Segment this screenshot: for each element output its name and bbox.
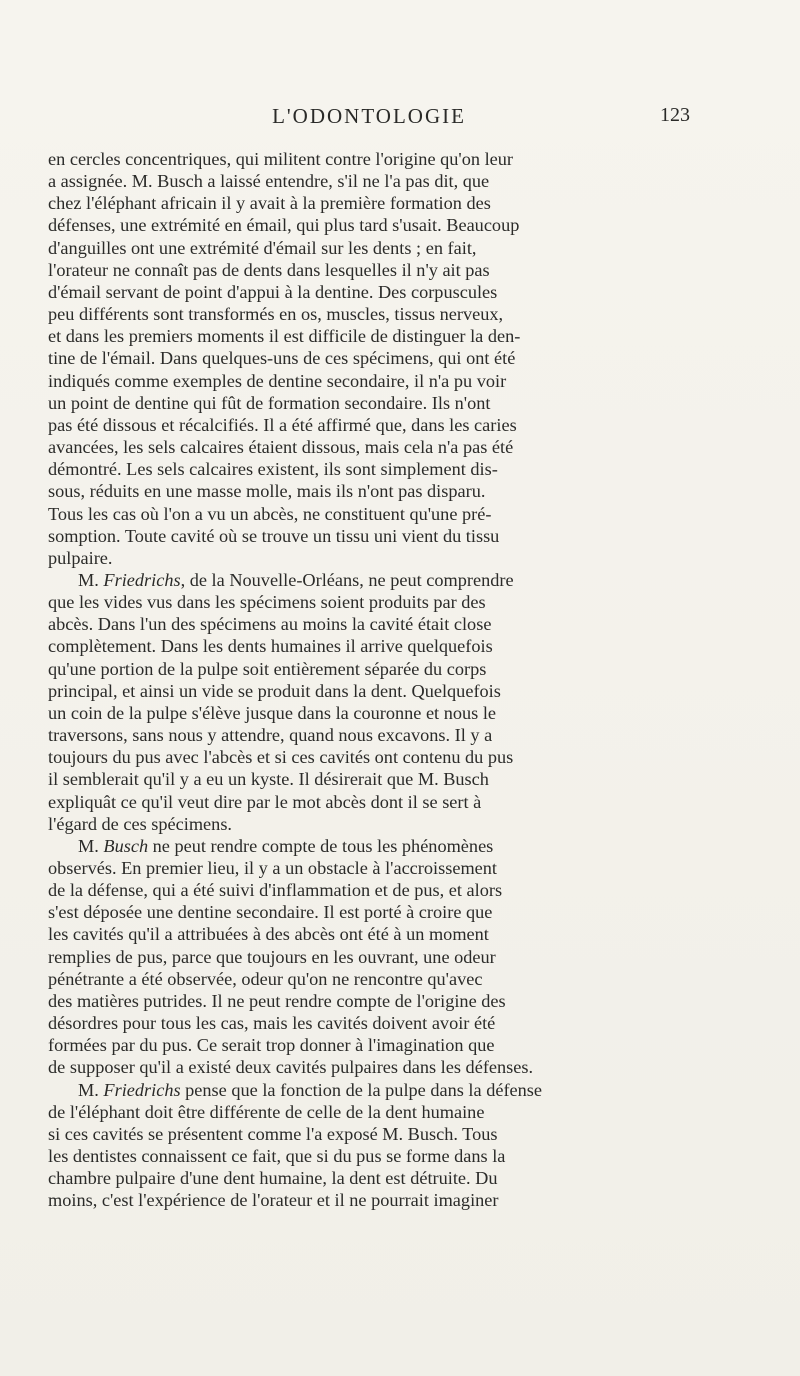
- paragraph-4: [48, 1079, 710, 1212]
- text-line: Tous les cas où l'on a vu un abcès, ne constituent qu'une pré-: [48, 503, 492, 524]
- text-line: toujours du pus avec l'abcès et si ces cavités ont contenu du pus: [48, 747, 514, 768]
- text-line: chambre pulpaire d'une dent humaine, la dent est détruite. Du: [48, 1168, 498, 1189]
- body-text: [48, 148, 710, 1212]
- text-line: démontré. Les sels calcaires existent, ils sont simplement dis-: [48, 459, 498, 480]
- text-line: peu différents sont transformés en os, muscles, tissus nerveux,: [48, 304, 504, 325]
- speaker-name: Friedrichs: [103, 1079, 181, 1100]
- text-line: de l'éléphant doit être différente de celle de la dent humaine: [48, 1101, 485, 1122]
- text-line: M. Busch ne peut rendre compte de tous les phénomènes: [78, 835, 494, 856]
- text-line: sous, réduits en une masse molle, mais ils n'ont pas disparu.: [48, 481, 486, 502]
- text-line: désordres pour tous les cas, mais les cavités doivent avoir été: [48, 1013, 496, 1034]
- speaker-name: Busch: [103, 835, 149, 856]
- text-line: l'égard de ces spécimens.: [48, 813, 232, 834]
- text-line: expliquât ce qu'il veut dire par le mot abcès dont il se sert à: [48, 791, 482, 812]
- text-line: si ces cavités se présentent comme l'a exposé M. Busch. Tous: [48, 1123, 498, 1144]
- text-line: traversons, sans nous y attendre, quand nous excavons. Il y a: [48, 725, 493, 746]
- text-line: tine de l'émail. Dans quelques-uns de ces spécimens, qui ont été: [48, 348, 516, 369]
- text-line: de la défense, qui a été suivi d'inflammation et de pus, et alors: [48, 880, 503, 901]
- text-line: d'émail servant de point d'appui à la dentine. Des corpuscules: [48, 281, 498, 302]
- text-line: des matières putrides. Il ne peut rendre compte de l'origine des: [48, 990, 506, 1011]
- text-line: abcès. Dans l'un des spécimens au moins la cavité était close: [48, 614, 492, 635]
- text-line: M. Friedrichs pense que la fonction de la pulpe dans la défense: [78, 1079, 543, 1100]
- text-line: un coin de la pulpe s'élève jusque dans la couronne et nous le: [48, 702, 497, 723]
- text-line: moins, c'est l'expérience de l'orateur et il ne pourrait imaginer: [48, 1190, 499, 1211]
- page-number: 123: [660, 104, 690, 126]
- text-line: pas été dissous et récalcifiés. Il a été affirmé que, dans les caries: [48, 414, 517, 435]
- text-line: complètement. Dans les dents humaines il arrive quelquefois: [48, 636, 493, 657]
- text-line: indiqués comme exemples de dentine secondaire, il n'a pu voir: [48, 370, 507, 391]
- text-line: les cavités qu'il a attribuées à des abcès ont été à un moment: [48, 924, 489, 945]
- text-line: que les vides vus dans les spécimens soient produits par des: [48, 592, 486, 613]
- page-header: [48, 104, 690, 134]
- text-line: pulpaire.: [48, 547, 113, 568]
- text-line: formées par du pus. Ce serait trop donner à l'imagination que: [48, 1035, 495, 1056]
- text-line: a assignée. M. Busch a laissé entendre, s'il ne l'a pas dit, que: [48, 171, 490, 192]
- text-line: remplies de pus, parce que toujours en les ouvrant, une odeur: [48, 946, 496, 967]
- paragraph-3: [48, 835, 710, 1079]
- speaker-name: Friedrichs: [103, 569, 181, 590]
- text-line: les dentistes connaissent ce fait, que si du pus se forme dans la: [48, 1146, 506, 1167]
- running-title: L'ODONTOLOGIE: [272, 104, 466, 128]
- text-line: qu'une portion de la pulpe soit entièrement séparée du corps: [48, 658, 487, 679]
- text-line: d'anguilles ont une extrémité d'émail sur les dents ; en fait,: [48, 237, 477, 258]
- text-line: s'est déposée une dentine secondaire. Il est porté à croire que: [48, 902, 493, 923]
- text-line: somption. Toute cavité où se trouve un tissu uni vient du tissu: [48, 525, 500, 546]
- text-line: avancées, les sels calcaires étaient dissous, mais cela n'a pas été: [48, 437, 514, 458]
- text-line: défenses, une extrémité en émail, qui plus tard s'usait. Beaucoup: [48, 215, 520, 236]
- text-line: observés. En premier lieu, il y a un obstacle à l'accroissement: [48, 858, 497, 878]
- text-line: il semblerait qu'il y a eu un kyste. Il désirerait que M. Busch: [48, 769, 489, 790]
- text-line: de supposer qu'il a existé deux cavités pulpaires dans les défenses.: [48, 1057, 534, 1078]
- text-line: en cercles concentriques, qui militent contre l'origine qu'on leur: [48, 149, 513, 169]
- text-line: M. Friedrichs, de la Nouvelle-Orléans, ne peut comprendre: [78, 569, 514, 590]
- text-line: un point de dentine qui fût de formation secondaire. Ils n'ont: [48, 392, 491, 413]
- text-line: pénétrante a été observée, odeur qu'on ne rencontre qu'avec: [48, 968, 483, 989]
- text-line: et dans les premiers moments il est difficile de distinguer la den-: [48, 326, 521, 347]
- text-line: principal, et ainsi un vide se produit dans la dent. Quelquefois: [48, 680, 501, 701]
- paragraph-1: [48, 148, 710, 569]
- paragraph-2: [48, 569, 710, 835]
- text-line: l'orateur ne connaît pas de dents dans lesquelles il n'y ait pas: [48, 259, 490, 280]
- text-line: chez l'éléphant africain il y avait à la première formation des: [48, 193, 491, 214]
